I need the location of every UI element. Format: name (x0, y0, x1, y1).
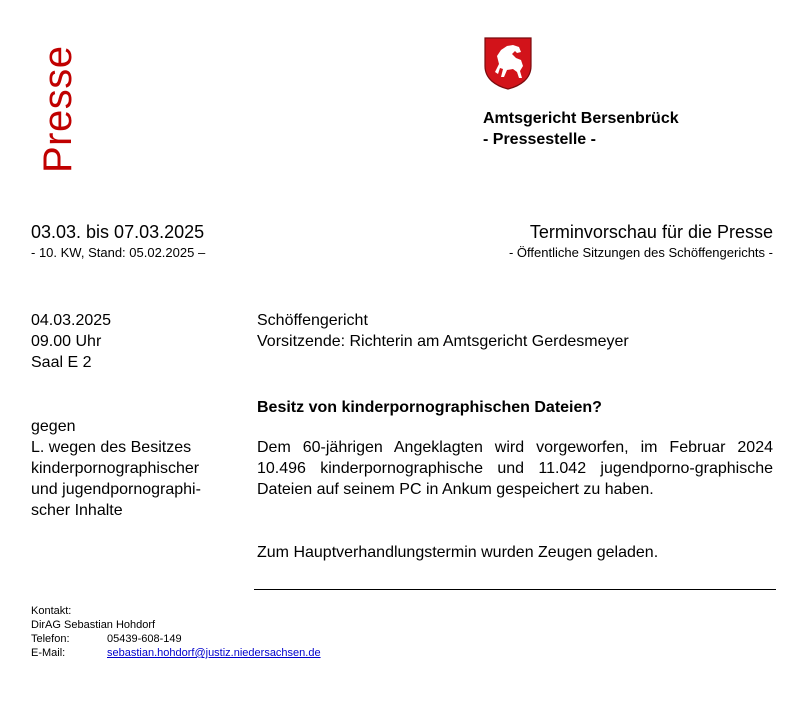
court-type: Schöffengericht (257, 312, 368, 329)
defendant-line: L. wegen des Besitzes (31, 439, 192, 456)
email-link[interactable]: sebastian.hohdorf@justiz.niedersachsen.de (107, 647, 321, 659)
phone-label: Telefon: (31, 633, 70, 645)
defendant-line: kinderpornographischer (31, 460, 200, 477)
session-meta (31, 310, 111, 373)
session-time: 09.00 Uhr (31, 333, 102, 350)
defendant-line: scher Inhalte (31, 502, 123, 519)
period-dates: 03.03. bis 07.03.2025 (31, 222, 205, 242)
email-label: E-Mail: (31, 647, 66, 659)
press-office-label: - Pressestelle - (483, 131, 596, 148)
lower-saxony-horse-crest-icon (483, 36, 533, 90)
witness-note: Zum Hauptverhandlungstermin wurden Zeugen geladen. (257, 544, 659, 561)
contact-block (31, 604, 321, 660)
session-date: 04.03.2025 (31, 312, 112, 329)
court-header (483, 108, 679, 150)
defendant-line: und jugendpornographi- (31, 481, 201, 498)
phone-number: 05439-608-149 (107, 633, 182, 645)
contact-phone-row (31, 632, 321, 646)
section-divider (254, 589, 776, 590)
contact-heading: Kontakt: (31, 605, 72, 617)
document-subtitle: - Öffentliche Sitzungen des Schöffengerichts - (508, 245, 773, 260)
court-info (257, 310, 773, 352)
presse-side-label: Presse (36, 45, 80, 173)
document-title: Terminvorschau für die Presse (529, 222, 773, 242)
session-room: Saal E 2 (31, 354, 92, 371)
contact-name: DirAG Sebastian Hohdorf (31, 619, 156, 631)
case-headline: Besitz von kinderpornographischen Dateien? (257, 399, 602, 416)
against-label: gegen (31, 418, 76, 435)
defendant-block (31, 416, 201, 521)
case-description: Dem 60-jährigen Angeklagten wird vorgeworfen, im Februar 2024 10.496 kinderpornographische und 11.042 jugendporno-graphische Dateien auf seinem PC in Ankum gespeichert zu haben. (257, 439, 773, 498)
court-name: Amtsgericht Bersenbrück (483, 110, 679, 127)
presiding-judge: Vorsitzende: Richterin am Amtsgericht Gerdesmeyer (257, 333, 629, 350)
week-status: - 10. KW, Stand: 05.02.2025 – (31, 245, 206, 260)
contact-email-row (31, 646, 321, 660)
